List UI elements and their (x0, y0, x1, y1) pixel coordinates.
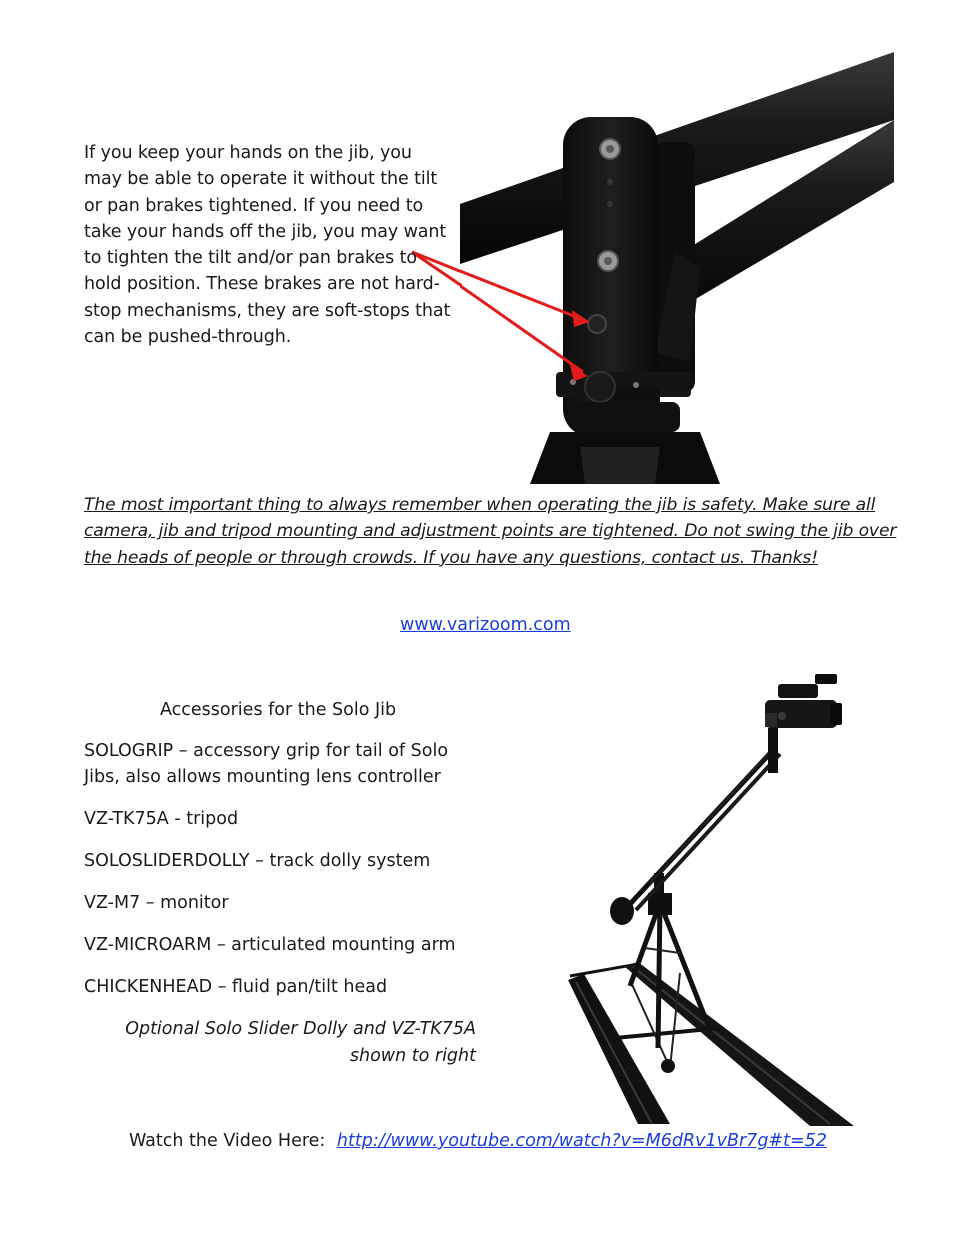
accessory-item: CHICKENHEAD – fluid pan/tilt head (84, 977, 388, 998)
jib-setup-photo (560, 668, 860, 1126)
accessories-heading: Accessories for the Solo Jib (160, 700, 397, 720)
brake-instructions: If you keep your hands on the jib, you may be able to operate it without the tilt or pan brakes tightened. If you need to take your hands off the jib, you may want to tighten the tilt and/or pan brakes to hold position. These brakes are not hard-stop mechanisms, they are soft-stops that can be pushed-through. (84, 143, 451, 348)
accessory-item: VZ-TK75A - tripod (84, 809, 239, 830)
accessories-list (84, 738, 484, 1016)
accessory-item: VZ-M7 – monitor (84, 893, 229, 914)
video-label: Watch the Video Here: (129, 1131, 326, 1151)
photo-caption: Optional Solo Slider Dolly and VZ-TK75A shown to right (125, 1019, 476, 1066)
jib-brake-photo (460, 52, 894, 484)
accessory-item: VZ-MICROARM – articulated mounting arm (84, 935, 456, 956)
accessory-item: SOLOGRIP – accessory grip for tail of Solo Jibs, also allows mounting lens controller (84, 741, 449, 788)
website-link[interactable]: www.varizoom.com (400, 615, 571, 635)
safety-notice: The most important thing to always remember when operating the jib is safety. Make sure all camera, jib and tripod mounting and adjustment points are tightened. Do not swing the jib over the heads of people or through crowds. If you have any questions, contact us. Thanks! (84, 495, 897, 568)
accessory-item: SOLOSLIDERDOLLY – track dolly system (84, 851, 431, 872)
video-line (129, 1128, 827, 1154)
video-link[interactable]: http://www.youtube.com/watch?v=M6dRv1vBr7g#t=52 (336, 1131, 827, 1151)
